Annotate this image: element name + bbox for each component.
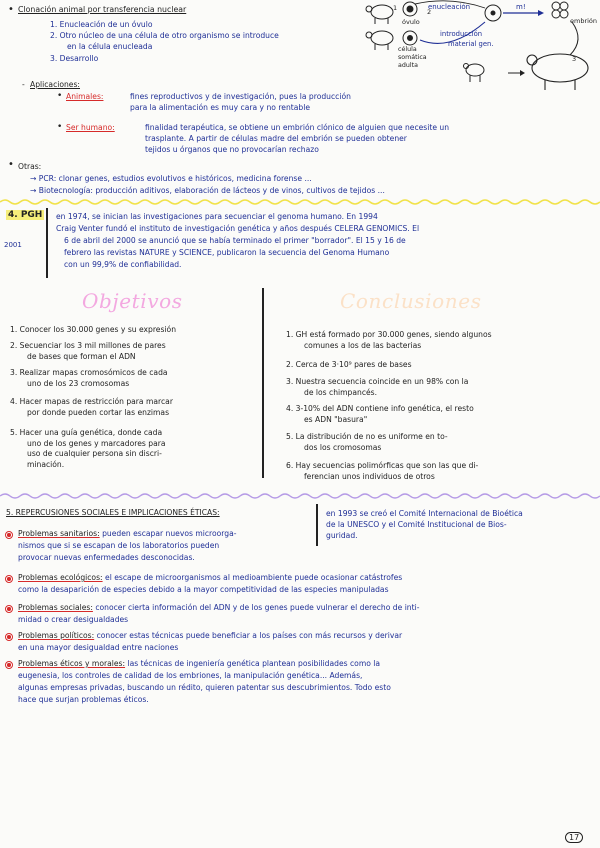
objetivo-item (10, 397, 260, 418)
conclusion-line: 2. Cerca de 3·10⁹ pares de bases (286, 360, 412, 369)
enucleated-ovum-icon (485, 5, 501, 21)
problem-bullet-icon (5, 531, 13, 539)
problem-text: nismos que si se escapan de los laboratorios pueden (18, 541, 220, 550)
otras-biotecnologia: → Biotecnología: producción aditivos, elaboración de lácteos y de vinos, cultivos de tejidos ... (30, 186, 385, 195)
top-bullet: • (8, 4, 14, 15)
pgh-text-2: Craig Venter fundó el instituto de investigación genética y años después CELERA GENOMICS. El (56, 224, 420, 233)
repercusiones-side-3: guridad. (326, 531, 358, 540)
diagram-ovulo: óvulo (402, 18, 420, 26)
cloning-heading: Clonación animal por transferencia nuclear (18, 5, 187, 14)
cloning-step-2-cont: en la célula enucleada (67, 42, 153, 51)
pgh-year-note: 2001 (4, 241, 22, 249)
humano-label: Ser humano: (66, 123, 115, 132)
pgh-text-1: en 1974, se inician las investigaciones para secuenciar el genoma humano. En 1994 (56, 212, 378, 221)
conclusion-line: ferencian unos individuos de otros (304, 471, 435, 481)
conclusion-item (286, 360, 596, 371)
otras-pcr: → PCR: clonar genes, estudios evolutivos e históricos, medicina forense ... (30, 174, 312, 183)
cloning-step-2: 2. Otro núcleo de una célula de otro organismo se introduce (50, 31, 279, 40)
problem-label: Problemas sociales: (18, 603, 93, 612)
problem-text: como la desaparición de especies debido a la mayor competitividad de las especies manipuladas (18, 585, 389, 594)
problem-text: provocar nuevas enfermedades desconocidas. (18, 553, 195, 562)
objetivo-item (10, 428, 260, 470)
arrow-icon (570, 22, 578, 55)
objetivo-item (10, 368, 260, 389)
diagram-celula-somatica: célula somática adulta (398, 46, 427, 69)
objetivos-title: Objetivos (82, 289, 183, 313)
animales-text-1: fines reproductivos y de investigación, pues la producción (130, 92, 351, 101)
objetivo-line: por donde pueden cortar las enzimas (27, 407, 170, 417)
problem-text: conocer estas técnicas puede beneficiar a los países con más recursos y derivar (96, 631, 403, 640)
animales-bullet: • (57, 91, 63, 101)
objetivo-line: uno de los 23 cromosomas (27, 378, 130, 388)
pgh-label (6, 210, 44, 220)
sheep-icon (527, 54, 588, 90)
conclusion-item (286, 404, 596, 425)
humano-text-3: tejidos u órganos que no provocarían rechazo (145, 145, 319, 154)
conclusion-line: 3. Nuestra secuencia coincide en un 98% con la (286, 377, 469, 386)
problem-sanitarios (18, 529, 237, 539)
problem-text: pueden escapar nuevos microorga- (102, 529, 237, 538)
problem-text: eugenesia, los controles de calidad de los embriones, la manipulación genética... Además, (18, 671, 363, 680)
embryo-icon (552, 2, 568, 18)
diagram-introduccion: introducción (440, 30, 483, 38)
repercusiones-side-1: en 1993 se creó el Comité Internacional de Bioética (326, 509, 523, 518)
objetivo-line: 5. Hacer una guía genética, donde cada (10, 428, 163, 437)
objetivo-line: minación. (27, 459, 65, 469)
otras-label: Otras: (18, 162, 42, 171)
pgh-text-5: con un 99,9% de confiabilidad. (64, 260, 182, 269)
somatic-cell-icon (403, 31, 417, 45)
cloning-step-3: 3. Desarrollo (50, 54, 99, 63)
conclusion-line: es ADN "basura" (304, 414, 368, 424)
objetivo-line: 2. Secuenciar los 3 mil millones de pares (10, 341, 166, 350)
page-number: 17 (565, 832, 583, 843)
conclusion-line: dos los cromosomas (304, 442, 382, 452)
aplicaciones-label: Aplicaciones: (30, 80, 80, 89)
problem-label: Problemas ecológicos: (18, 573, 103, 582)
sheep-icon (366, 5, 393, 24)
diagram-material-gen: material gen. (448, 40, 494, 48)
diagram-step-1: 1 (393, 4, 398, 12)
conclusion-item (286, 330, 596, 351)
diagram-step-2: 2 (427, 8, 432, 16)
problem-label: Problemas éticos y morales: (18, 659, 126, 668)
problem-bullet-icon (5, 661, 13, 669)
problem-text: conocer cierta información del ADN y de los genes puede vulnerar el derecho de inti- (95, 603, 420, 612)
problem-label: Problemas sanitarios: (18, 529, 100, 538)
conclusion-item (286, 461, 596, 482)
conclusion-line: 1. GH está formado por 30.000 genes, siendo algunos (286, 330, 492, 339)
problem-text: midad o crear desigualdades (18, 615, 129, 624)
conclusion-line: 6. Hay secuencias polimórficas que son las que di- (286, 461, 479, 470)
objetivo-line: de bases que forman el ADN (27, 351, 136, 361)
diagram-enucleacion: enucleación (428, 3, 471, 11)
problem-eticos (18, 659, 380, 669)
problem-text: hace que surjan problemas éticos. (18, 695, 149, 704)
conclusion-line: 5. La distribución de no es uniforme en to- (286, 432, 448, 441)
pgh-divider (46, 208, 48, 278)
conclusiones-title: Conclusiones (340, 289, 482, 313)
conclusion-line: comunes a los de las bacterias (304, 340, 422, 350)
problem-bullet-icon (5, 633, 13, 641)
ovum-icon (403, 2, 417, 16)
problem-text: en una mayor desigualdad entre naciones (18, 643, 179, 652)
conclusion-line: de los chimpancés. (304, 387, 378, 397)
problem-text: algunas empresas privadas, buscando un rédito, quieren patentar sus descubrimientos. Todo esto (18, 683, 391, 692)
problem-bullet-icon (5, 605, 13, 613)
humano-text-2: trasplante. A partir de células madre del embrión se pueden obtener (145, 134, 407, 143)
pgh-text-3: 6 de abril del 2000 se anunció que se había terminado el primer "borrador". El 15 y 16 de (64, 236, 406, 245)
otras-bullet: • (8, 159, 14, 170)
pgh-label-text: 4. PGH (8, 210, 43, 220)
repercusiones-divider (316, 504, 318, 546)
animales-label: Animales: (66, 92, 104, 101)
aplicaciones-bullet: - (22, 80, 25, 89)
conclusion-item (286, 432, 596, 453)
problem-ecologicos (18, 573, 402, 583)
repercusiones-side-2: de la UNESCO y el Comité Institucional de Bios- (326, 520, 507, 529)
objetivo-item (10, 325, 260, 336)
humano-text-1: finalidad terapéutica, se obtiene un embrión clónico de alguien que necesite un (145, 123, 450, 132)
objetivo-line: uso de cualquier persona sin discri- (27, 449, 162, 459)
column-divider (262, 288, 264, 478)
diagram-step-3: 3 (572, 55, 577, 63)
objetivo-line: 3. Realizar mapas cromosómicos de cada (10, 368, 168, 377)
problem-sociales (18, 603, 419, 613)
separator-wave (0, 492, 600, 500)
diagram-m: m! (516, 3, 526, 11)
sheep-icon (366, 31, 393, 50)
objetivo-item (10, 341, 260, 362)
separator-wave (0, 198, 600, 206)
objetivo-line: uno de los genes y marcadores para (27, 438, 166, 448)
problem-bullet-icon (5, 575, 13, 583)
problem-label: Problemas políticos: (18, 631, 95, 640)
animales-text-2: para la alimentación es muy cara y no rentable (130, 103, 311, 112)
problem-politicos (18, 631, 402, 641)
objetivo-line: 1. Conocer los 30.000 genes y su expresión (10, 325, 177, 334)
cloning-step-1: 1. Enucleación de un óvulo (50, 20, 153, 29)
lamb-icon (464, 64, 485, 83)
diagram-embrion: embrión (570, 17, 598, 25)
humano-bullet: • (57, 122, 63, 132)
conclusion-item (286, 377, 596, 398)
objetivo-line: 4. Hacer mapas de restricción para marcar (10, 397, 173, 406)
problem-text: las técnicas de ingeniería genética plantean posibilidades como la (127, 659, 381, 668)
repercusiones-label: 5. REPERCUSIONES SOCIALES E IMPLICACIONES ÉTICAS: (6, 508, 220, 517)
conclusion-line: 4. 3-10% del ADN contiene info genética, el resto (286, 404, 474, 413)
pgh-text-4: febrero las revistas NATURE y SCIENCE, publicaron la secuencia del Genoma Humano (64, 248, 390, 257)
problem-text: el escape de microorganismos al medioambiente puede ocasionar catástrofes (105, 573, 403, 582)
